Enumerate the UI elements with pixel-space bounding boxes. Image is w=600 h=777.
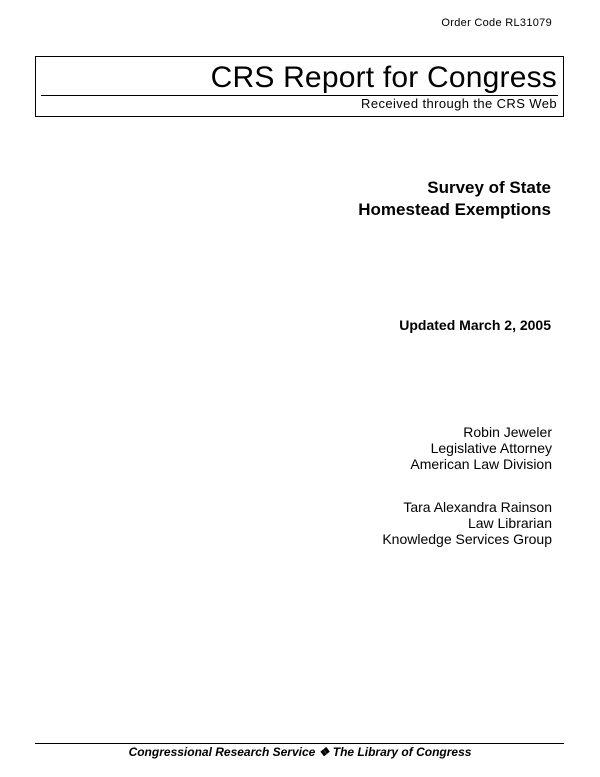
author-division: American Law Division <box>410 456 552 472</box>
report-title-line-2: Homestead Exemptions <box>358 200 551 219</box>
author-block-1 <box>410 424 552 472</box>
report-title <box>358 177 551 221</box>
report-title-line-1: Survey of State <box>427 178 551 197</box>
author-block-2 <box>382 499 552 547</box>
author-name: Tara Alexandra Rainson <box>403 499 552 515</box>
author-position: Legislative Attorney <box>430 440 552 456</box>
masthead-subtitle: Received through the CRS Web <box>361 96 557 111</box>
author-division: Knowledge Services Group <box>382 531 552 547</box>
masthead-box <box>35 56 564 117</box>
updated-date: Updated March 2, 2005 <box>399 317 551 333</box>
masthead-title: CRS Report for Congress <box>210 61 557 94</box>
footer-text: Congressional Research Service ❖ The Library of Congress <box>128 745 472 759</box>
footer-divider <box>35 743 564 744</box>
author-position: Law Librarian <box>467 515 552 531</box>
order-code: Order Code RL31079 <box>441 17 552 29</box>
author-name: Robin Jeweler <box>463 424 552 440</box>
